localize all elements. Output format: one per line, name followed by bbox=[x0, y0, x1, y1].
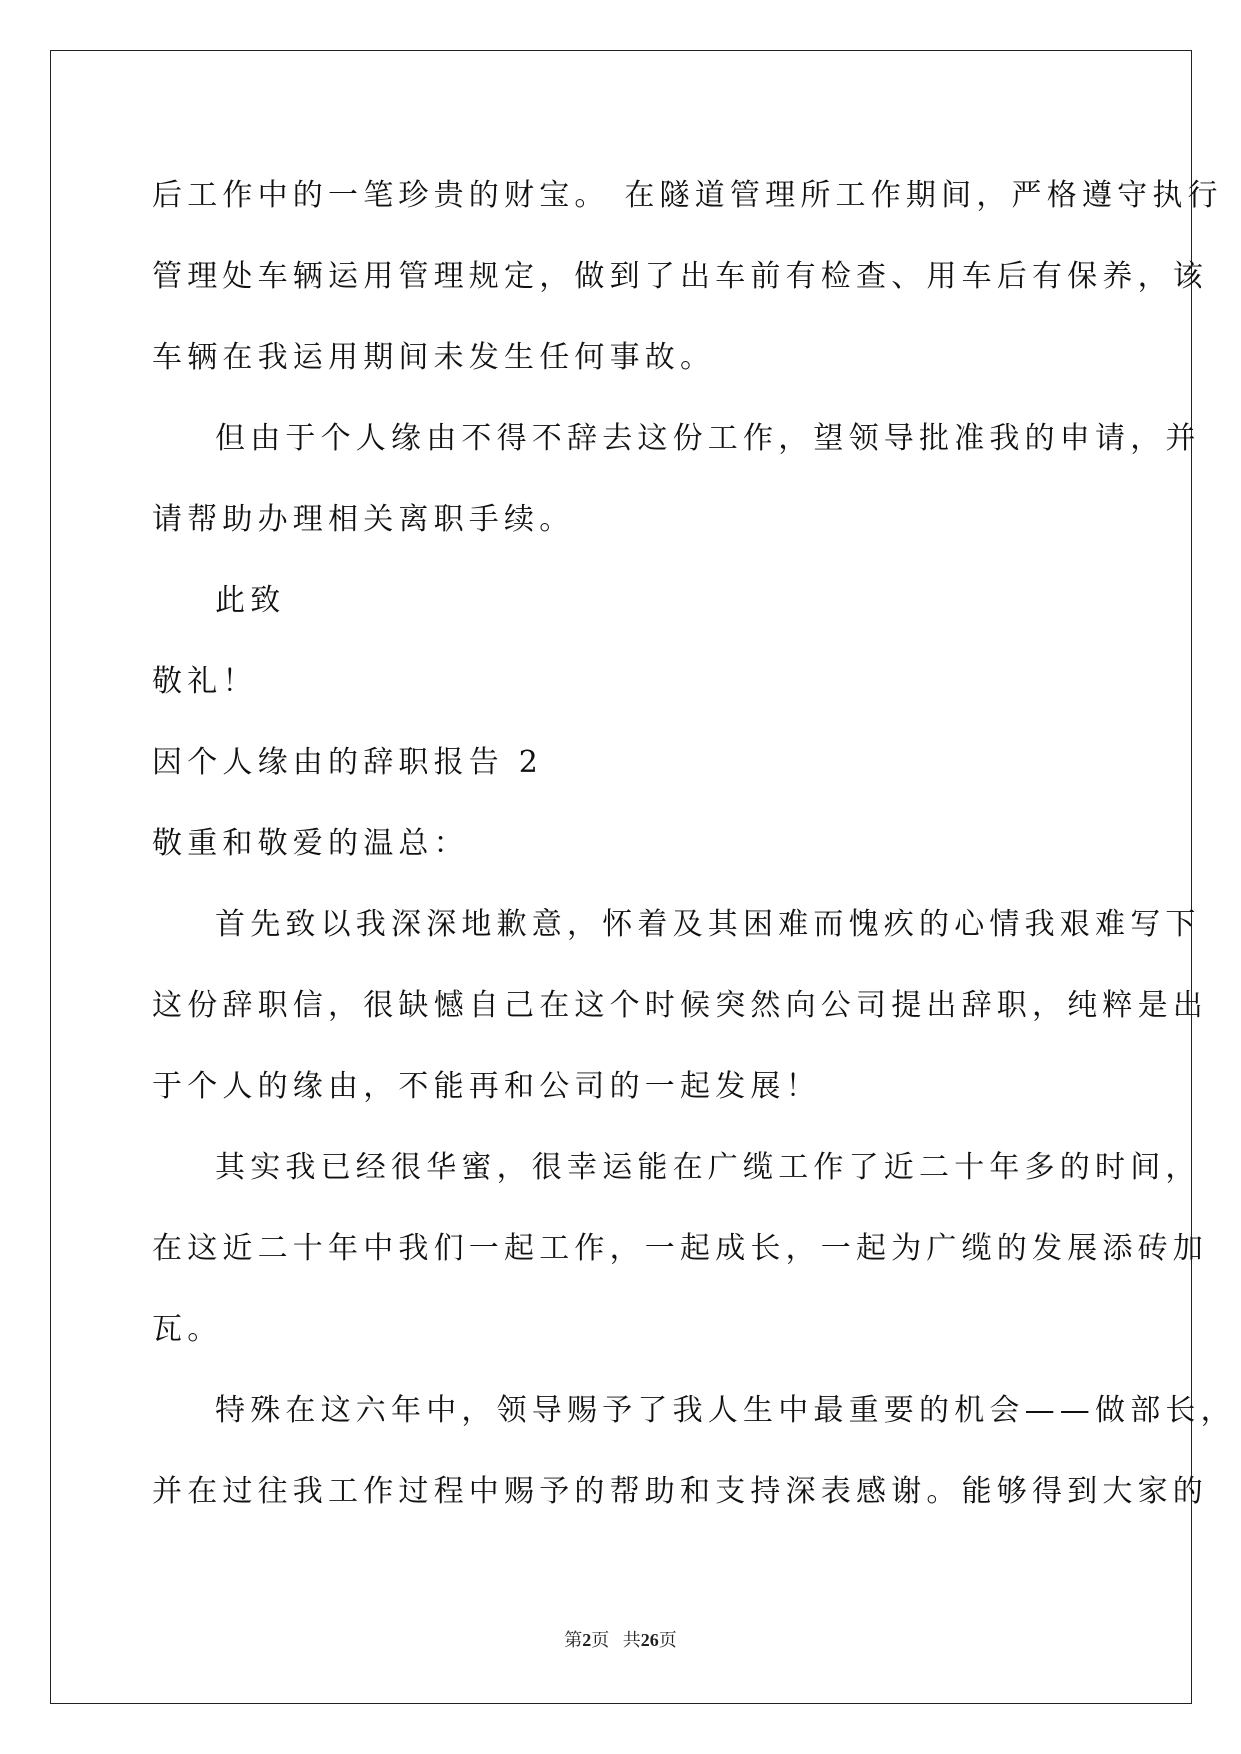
text-line: 但由于个人缘由不得不辞去这份工作，望领导批准我的申请，并 bbox=[215, 421, 1201, 456]
text-line: 瓦。 bbox=[152, 1312, 223, 1347]
text-line: 首先致以我深深地歉意，怀着及其困难而愧疚的心情我艰难写下 bbox=[215, 907, 1201, 942]
text-line: 并在过往我工作过程中赐予的帮助和支持深表感谢。能够得到大家的 bbox=[152, 1474, 1208, 1509]
page-suffix: 页 bbox=[591, 1630, 610, 1650]
text-line: 后工作中的一笔珍贵的财宝。 在隧道管理所工作期间，严格遵守执行 bbox=[152, 178, 1223, 213]
text-line: 于个人的缘由，不能再和公司的一起发展！ bbox=[152, 1069, 821, 1104]
document-body bbox=[152, 155, 1236, 1532]
total-suffix: 页 bbox=[658, 1630, 677, 1650]
salutation: 敬重和敬爱的温总： bbox=[152, 826, 469, 861]
text-line: 管理处车辆运用管理规定，做到了出车前有检查、用车后有保养，该 bbox=[152, 259, 1208, 294]
total-pages: 26 bbox=[640, 1630, 659, 1650]
text-line: 其实我已经很华蜜，很幸运能在广缆工作了近二十年多的时间， bbox=[215, 1150, 1201, 1185]
total-prefix: 共 bbox=[622, 1630, 641, 1650]
section-heading: 因个人缘由的辞职报告 2 bbox=[152, 745, 544, 780]
text-line: 这份辞职信，很缺憾自己在这个时候突然向公司提出辞职，纯粹是出 bbox=[152, 988, 1208, 1023]
text-line: 请帮助办理相关离职手续。 bbox=[152, 502, 575, 537]
page-prefix: 第 bbox=[564, 1630, 583, 1650]
text-line: 特殊在这六年中，领导赐予了我人生中最重要的机会——做部长， bbox=[215, 1393, 1236, 1428]
page-number: 2 bbox=[582, 1630, 592, 1650]
text-line: 在这近二十年中我们一起工作，一起成长，一起为广缆的发展添砖加 bbox=[152, 1231, 1208, 1266]
text-line: 敬礼！ bbox=[152, 664, 258, 699]
page-footer bbox=[0, 1626, 1241, 1652]
text-line: 车辆在我运用期间未发生任何事故。 bbox=[152, 340, 716, 375]
text-line: 此致 bbox=[215, 583, 286, 618]
